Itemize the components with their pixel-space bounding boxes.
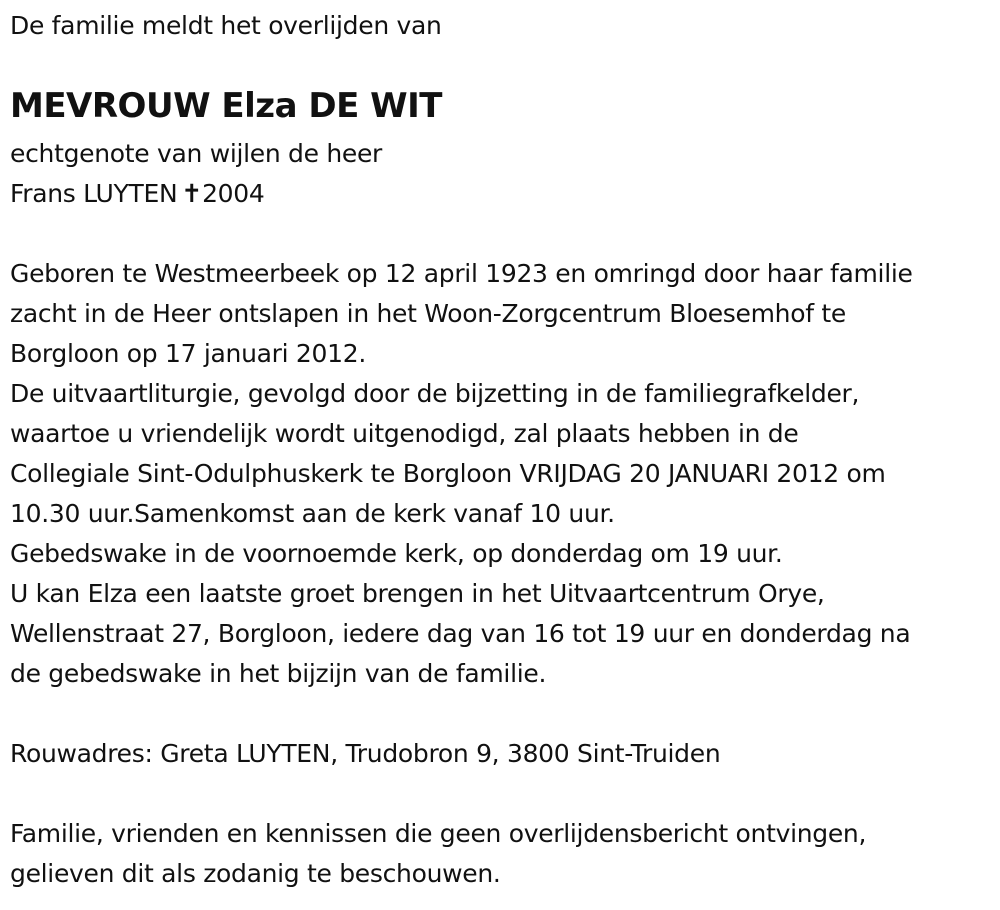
closing-line: Familie, vrienden en kennissen die geen overlijdensbericht ontvingen,	[10, 819, 867, 848]
body-line: de gebedswake in het bijzijn van de familie.	[10, 659, 547, 688]
spouse-death-year: 2004	[202, 179, 265, 208]
body-line: zacht in de Heer ontslapen in het Woon-Zorgcentrum Bloesemhof te	[10, 299, 846, 328]
closing-note	[10, 814, 866, 894]
body-line: Borgloon op 17 januari 2012.	[10, 339, 366, 368]
cross-icon: ✝	[181, 179, 203, 208]
spouse-line	[10, 174, 382, 214]
body-line: Geboren te Westmeerbeek op 12 april 1923 en omringd door haar familie	[10, 259, 913, 288]
intro-text: De familie meldt het overlijden van	[10, 11, 442, 40]
body-line: U kan Elza een laatste groet brengen in het Uitvaartcentrum Orye,	[10, 579, 825, 608]
body-line: Gebedswake in de voornoemde kerk, op donderdag om 19 uur.	[10, 539, 783, 568]
closing-line: gelieven dit als zodanig te beschouwen.	[10, 859, 501, 888]
spouse-name: Frans LUYTEN	[10, 179, 178, 208]
body-line: De uitvaartliturgie, gevolgd door de bijzetting in de familiegrafkelder,	[10, 379, 860, 408]
body-line: waartoe u vriendelijk wordt uitgenodigd, zal plaats hebben in de	[10, 419, 799, 448]
notice-body	[10, 254, 913, 694]
body-line: 10.30 uur.Samenkomst aan de kerk vanaf 10 uur.	[10, 499, 615, 528]
body-line: Wellenstraat 27, Borgloon, iedere dag van 16 tot 19 uur en donderdag na	[10, 619, 911, 648]
body-line: Collegiale Sint-Odulphuskerk te Borgloon VRIJDAG 20 JANUARI 2012 om	[10, 459, 886, 488]
spouse-relation: echtgenote van wijlen de heer	[10, 139, 383, 168]
deceased-name: MEVROUW Elza DE WIT	[10, 86, 442, 126]
mourning-address: Rouwadres: Greta LUYTEN, Trudobron 9, 3800 Sint-Truiden	[10, 739, 721, 768]
spouse-block	[10, 134, 382, 214]
